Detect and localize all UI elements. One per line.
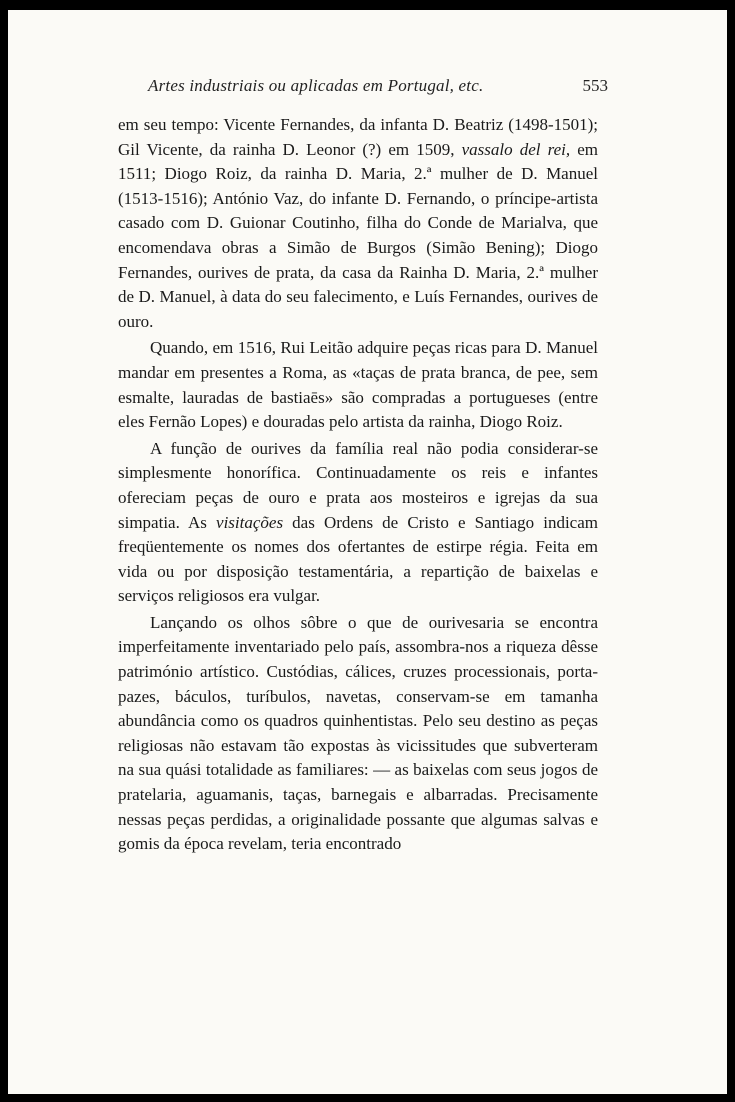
paragraph-3-part-c: das Ordens de Cristo e Santiago indicam freqüentemente os nomes dos ofertantes de estirpe régia. Feita em vida ou por disposição testamentária, a repartição de baixelas e serviços religiosos era vulgar. bbox=[118, 512, 598, 606]
paragraph-3 bbox=[118, 437, 598, 609]
paragraph-1-part-c: em 1511; Diogo Roiz, da rainha D. Maria, 2.ª mulher de D. Manuel (1513-1516); António Vaz, do infante D. Fernando, o príncipe-artista casado com D. Guionar Coutinho, filha do Conde de Marialva, que encomendava obras a Simão de Burgos (Simão Bening); Diogo Fernandes, ourives de prata, da casa da Rainha D. Maria, 2.ª mulher de D. Manuel, à data do seu falecimento, e Luís Fernandes, ourives de ouro. bbox=[118, 139, 598, 331]
paragraph-2: Quando, em 1516, Rui Leitão adquire peças ricas para D. Manuel mandar em presentes a Roma, as «taças de prata branca, de pee, sem esmalte, lauradas de bastiaēs» são compradas a portugueses (entre eles Fernão Lopes) e douradas pelo artista da rainha, Diogo Roiz. bbox=[118, 338, 598, 432]
page-header bbox=[148, 76, 608, 102]
running-title: Artes industriais ou aplicadas em Portugal, etc. bbox=[148, 76, 484, 95]
paragraph-1 bbox=[118, 113, 598, 334]
paragraph-4: Lançando os olhos sôbre o que de ourivesaria se encontra imperfeitamente inventariado pelo país, assombra-nos a riqueza dêsse património artístico. Custódias, cálices, cruzes processionais, porta-pazes, báculos, turíbulos, navetas, conservam-se em tamanha abundância como os quadros quinhentistas. Pelo seu destino as peças religiosas não estavam tão expostas às vicissitudes que subverteram na sua quási totalidade as familiares: — as baixelas com seus jogos de pratelaria, aguamanis, taças, barnegais e albarradas. Precisamente nessas peças perdidas, a originalidade possante que algumas salvas e gomis da época revelam, teria encontrado bbox=[118, 612, 598, 854]
book-page bbox=[8, 10, 727, 1094]
paragraph-1-part-a: em seu tempo: Vicente Fernandes, da infanta D. Beatriz (1498-1501); Gil Vicente, da rainha D. Leonor (?) em 1509, bbox=[118, 115, 598, 159]
page-number: 553 bbox=[582, 76, 608, 95]
paragraph-1-italic-vassalo: vassalo del rei, bbox=[461, 139, 571, 159]
paragraph-3-part-a: A função de ourives da família real não podia considerar-se simplesmente honorífica. Continuadamente os reis e infantes ofereciam peças de ouro e prata aos mosteiros e igrejas da sua simpatia. As bbox=[118, 438, 598, 532]
body-text bbox=[118, 113, 598, 859]
paragraph-3-italic-visitacoes: visitações bbox=[216, 512, 284, 532]
